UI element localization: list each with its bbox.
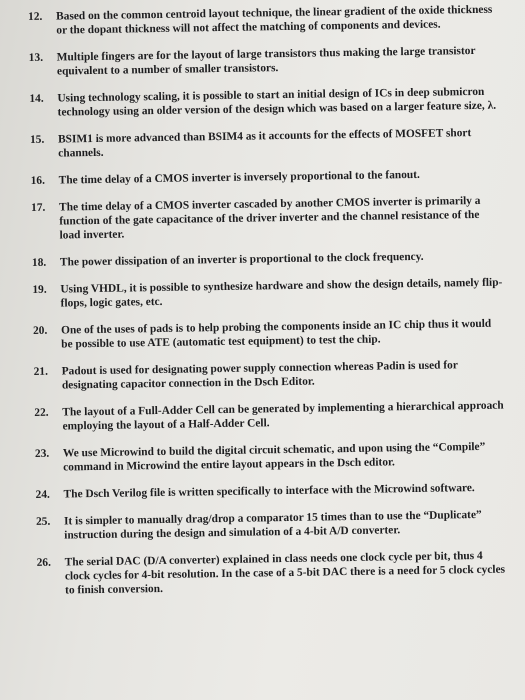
question-item bbox=[36, 508, 506, 543]
question-number: 13. bbox=[28, 51, 44, 64]
question-item bbox=[28, 3, 498, 38]
question-list bbox=[28, 3, 507, 598]
question-number: 15. bbox=[29, 133, 45, 146]
question-item bbox=[31, 167, 501, 188]
question-item bbox=[33, 317, 503, 352]
question-item bbox=[29, 85, 499, 120]
question-text: The serial DAC (D/A converter) explained in class needs one clock cycle per bit, thus 4 clock cycles for 4-bit resolution. In the case of a 5-bit DAC there is a need for 5 clock cycles to finish conversion. bbox=[64, 549, 506, 597]
question-item bbox=[34, 399, 504, 434]
question-item bbox=[32, 249, 502, 270]
question-item bbox=[34, 358, 504, 393]
question-number: 24. bbox=[35, 488, 50, 501]
question-text: The time delay of a CMOS inverter is inversely proportional to the fanout. bbox=[58, 168, 420, 187]
question-number: 16. bbox=[30, 174, 46, 187]
question-item bbox=[31, 194, 502, 243]
question-text: Multiple fingers are for the layout of large transistors thus making the large transistor equivalent to a number of smaller transistors. bbox=[56, 44, 476, 78]
question-item bbox=[32, 276, 502, 311]
question-number: 25. bbox=[35, 515, 51, 528]
question-text: It is simpler to manually drag/drop a comparator 15 times than to use the “Duplicate” instruction during the design and simulation of a 4-bit A/D converter. bbox=[63, 508, 482, 542]
question-item bbox=[29, 44, 499, 79]
question-text: The time delay of a CMOS inverter cascaded by another CMOS inverter is primarily a function of the gate capacitance of the driver inverter and the channel resistance of the load inverter. bbox=[59, 194, 481, 242]
question-text: The power dissipation of an inverter is proportional to the clock frequency. bbox=[59, 250, 424, 269]
question-item bbox=[35, 440, 505, 475]
question-text: Using VHDL, it is possible to synthesize hardware and show the design details, namely flip-flops, logic gates, etc. bbox=[60, 276, 503, 310]
question-item bbox=[36, 481, 506, 502]
question-number: 14. bbox=[29, 92, 44, 105]
question-text: The Dsch Verilog file is written specifically to interface with the Microwind software. bbox=[63, 482, 475, 501]
question-number: 20. bbox=[32, 324, 48, 337]
question-text: We use Microwind to build the digital circuit schematic, and upon using the “Compile” command in Microwind the entire layout appears in the Dsch editor. bbox=[62, 440, 486, 474]
question-text: Using technology scaling, it is possible to start an initial design of ICs in deep submicron technology using an older version of the design which was based on a larger feature size, λ. bbox=[57, 85, 497, 119]
question-text: One of the uses of pads is to help probing the components inside an IC chip thus it would be possible to use ATE (automatic test equipment) to test the chip. bbox=[60, 317, 492, 351]
question-item bbox=[30, 126, 500, 161]
question-number: 22. bbox=[34, 406, 49, 419]
question-number: 21. bbox=[33, 365, 49, 378]
question-text: Based on the common centroid layout technique, the linear gradient of the oxide thickness or the dopant thickness will not affect the matching of components and devices. bbox=[56, 3, 493, 37]
question-number: 18. bbox=[31, 256, 47, 269]
question-text: The layout of a Full-Adder Cell can be generated by implementing a hierarchical approach employing the layout of a Half-Adder Cell. bbox=[62, 399, 504, 433]
question-number: 26. bbox=[36, 556, 52, 569]
question-number: 19. bbox=[32, 283, 47, 296]
question-number: 23. bbox=[34, 447, 50, 460]
question-number: 12. bbox=[28, 10, 43, 23]
question-number: 17. bbox=[31, 201, 46, 214]
question-text: BSIM1 is more advanced than BSIM4 as it accounts for the effects of MOSFET short channels. bbox=[57, 127, 472, 160]
question-item bbox=[37, 549, 508, 598]
question-text: Padout is used for designating power supply connection whereas Padin is used for designating capacitor connection in the Dsch Editor. bbox=[61, 359, 458, 392]
